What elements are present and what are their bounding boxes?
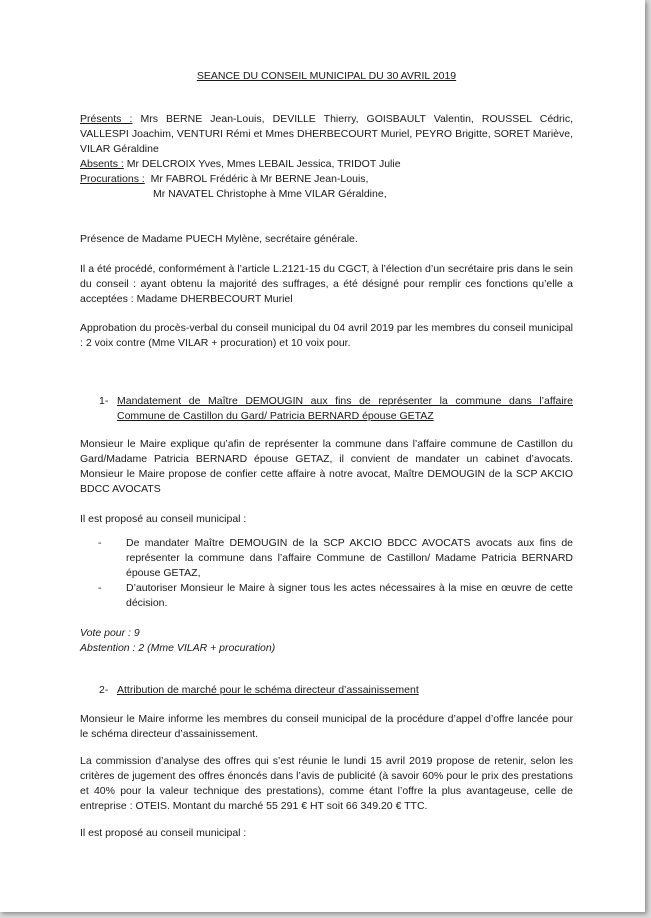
section-2-number: 2- (99, 684, 109, 696)
presents-label: Présents : (80, 113, 133, 125)
abstention-result: Abstention : 2 (Mme VILAR + procuration) (80, 642, 276, 654)
procurations-paragraph (80, 172, 573, 187)
page-title: SEANCE DU CONSEIL MUNICIPAL DU 30 AVRIL 2019 (196, 70, 457, 82)
section-1-proposed: Il est proposé au conseil municipal : (80, 513, 247, 525)
vote-result: Vote pour : 9 (80, 627, 140, 639)
section-1-title: Mandatement de Maître DEMOUGIN aux fins de représenter la commune dans l’affaire Commune de Castillon du Gard/ Patricia BERNARD épouse GETAZ (117, 395, 573, 422)
list-item-text: De mandater Maître DEMOUGIN de la SCP AKCIO BDCC AVOCATS avocats aux fins de représenter la commune dans l’affaire Commune de Castillon/ Madame Patricia BERNARD épouse GETAZ, (126, 537, 573, 579)
absents-text: Mr DELCROIX Yves, Mmes LEBAIL Jessica, TRIDOT Julie (123, 158, 401, 170)
list-item (98, 581, 573, 611)
absents-paragraph (80, 157, 573, 172)
section-1-heading (99, 394, 573, 424)
list-item-text: D’autoriser Monsieur le Maire à signer tous les actes nécessaires à la mise en œuvre de cette décision. (126, 582, 573, 609)
section-2-paragraph-2: La commission d’analyse des offres qui s’est réunie le lundi 15 avril 2019 propose de retenir, selon les critères de jugement des offres énoncés dans l’avis de publicité (à savoir 60% pour le prix des prestations et 40% pour la valeur technique des prestations), comme étant l’offre la plus avantageuse, celle de entreprise : OTEIS. Montant du marché 55 291 € HT soit 66 349.20 € TTC. (80, 755, 573, 812)
section-2-proposed: Il est proposé au conseil municipal : (80, 827, 247, 839)
presents-paragraph (80, 112, 573, 157)
section-1-list (98, 536, 573, 611)
section-2-heading (99, 683, 573, 698)
list-bullet: - (98, 582, 102, 594)
secretary-paragraph: Présence de Madame PUECH Mylène, secrétaire générale. (80, 233, 358, 245)
list-item (98, 536, 573, 581)
section-2-paragraph-1: Monsieur le Maire informe les membres du conseil municipal de la procédure d’appel d’offre lancée pour le schéma directeur d’assainissement. (80, 713, 573, 740)
approval-paragraph: Approbation du procès-verbal du conseil municipal du 04 avril 2019 par les membres du conseil municipal : 2 voix contre (Mme VILAR + procuration) et 10 voix pour. (80, 322, 573, 349)
procurations-label: Procurations : (80, 173, 145, 185)
procurations-line-1: Mr FABROL Frédéric à Mr BERNE Jean-Louis, (144, 173, 369, 185)
section-1-paragraph: Monsieur le Maire explique qu’afin de représenter la commune dans l’affaire commune de Castillon du Gard/Madame Patricia BERNARD épouse GETAZ, il convient de mandater un cabinet d’avocats. Monsieur le Maire propose de confier cette affaire à notre avocat, Maître DEMOUGIN de la SCP AKCIO BDCC AVOCATS (80, 438, 573, 495)
absents-label: Absents : (80, 158, 124, 170)
section-1-number: 1- (99, 395, 109, 407)
election-paragraph: Il a été procédé, conformément à l’article L.2121-15 du CGCT, à l’élection d’un secrétaire pris dans le sein du conseil : ayant obtenu la majorité des suffrages, a été désigné pour remplir ces fonctions qu’elle a acceptées : Madame DHERBECOURT Muriel (80, 263, 573, 305)
presents-text: Mrs BERNE Jean-Louis, DEVILLE Thierry, GOISBAULT Valentin, ROUSSEL Cédric, VALLESPI Joachim, VENTURI Rémi et Mmes DHERBECOURT Muriel, PEYRO Brigitte, SORET Mariève, VILAR Géraldine (80, 113, 573, 155)
procurations-line-2: Mr NAVATEL Christophe à Mme VILAR Géraldine, (153, 188, 387, 200)
section-2-title: Attribution de marché pour le schéma directeur d’assainissement (117, 684, 419, 696)
list-bullet: - (98, 537, 102, 549)
